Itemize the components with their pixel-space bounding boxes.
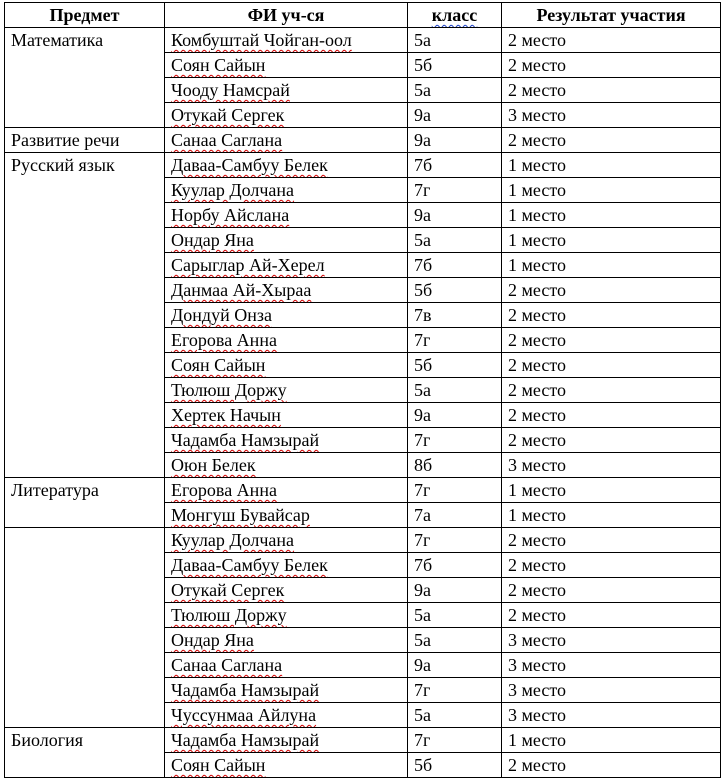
class-cell: 7г	[408, 528, 502, 553]
student-name: Ондар Яна	[171, 630, 254, 650]
student-name: Чадамба Намзырай	[171, 430, 320, 450]
class-cell: 8б	[408, 453, 502, 478]
result-cell: 2 место	[502, 128, 721, 153]
class-cell: 5а	[408, 603, 502, 628]
student-name: Данмаа Ай-Хыраа	[171, 280, 312, 300]
student-name-cell	[165, 78, 408, 103]
header-row	[5, 3, 721, 28]
result-cell: 1 место	[502, 478, 721, 503]
table-body	[5, 28, 721, 778]
result-cell: 1 место	[502, 728, 721, 753]
result-cell: 3 место	[502, 678, 721, 703]
class-cell: 7г	[408, 728, 502, 753]
result-cell: 2 место	[502, 28, 721, 53]
student-name-cell	[165, 353, 408, 378]
student-name: Отукай Сергек	[171, 105, 285, 125]
student-name-cell	[165, 178, 408, 203]
student-name: Соян Сайын	[171, 55, 266, 75]
class-cell: 9а	[408, 403, 502, 428]
student-name: Егорова Анна	[171, 480, 277, 500]
table-row	[5, 728, 721, 753]
table-row	[5, 153, 721, 178]
result-cell: 2 место	[502, 303, 721, 328]
subject-cell: Биология	[5, 728, 165, 778]
student-name: Чооду Намсрай	[171, 80, 290, 100]
student-name: Соян Сайын	[171, 755, 266, 775]
student-name: Куулар Долчана	[171, 180, 295, 200]
student-name: Чуссунмаа Айлуна	[171, 705, 317, 725]
student-name: Отукай Сергек	[171, 580, 285, 600]
class-cell: 5б	[408, 753, 502, 778]
student-name: Соян Сайын	[171, 355, 266, 375]
student-name: Оюн Белек	[171, 455, 256, 475]
class-cell: 5а	[408, 628, 502, 653]
student-name: Тюлюш Доржу	[171, 380, 287, 400]
student-name: Комбуштай Чойган-оол	[171, 30, 352, 50]
class-cell: 5б	[408, 278, 502, 303]
student-name-cell	[165, 678, 408, 703]
student-name-cell	[165, 453, 408, 478]
result-cell: 2 место	[502, 353, 721, 378]
result-cell: 2 место	[502, 403, 721, 428]
header-student: ФИ уч-ся	[165, 3, 408, 28]
student-name-cell	[165, 53, 408, 78]
table-row	[5, 528, 721, 553]
result-cell: 1 место	[502, 153, 721, 178]
result-cell: 2 место	[502, 603, 721, 628]
result-cell: 1 место	[502, 203, 721, 228]
class-cell: 9а	[408, 203, 502, 228]
student-name-cell	[165, 528, 408, 553]
class-cell: 9а	[408, 128, 502, 153]
student-name-cell	[165, 478, 408, 503]
student-name: Тюлюш Доржу	[171, 605, 287, 625]
header-subject: Предмет	[5, 3, 165, 28]
student-name-cell	[165, 753, 408, 778]
student-name-cell	[165, 128, 408, 153]
class-cell: 7б	[408, 553, 502, 578]
result-cell: 3 место	[502, 103, 721, 128]
student-name: Куулар Долчана	[171, 530, 295, 550]
result-cell: 1 место	[502, 253, 721, 278]
student-name: Сарыглар Ай-Херел	[171, 255, 325, 275]
student-name: Чадамба Намзырай	[171, 730, 320, 750]
class-cell: 5а	[408, 228, 502, 253]
subject-cell: Русский язык	[5, 153, 165, 478]
student-name: Даваа-Самбуу Белек	[171, 155, 328, 175]
table-row	[5, 128, 721, 153]
student-name-cell	[165, 328, 408, 353]
student-name-cell	[165, 153, 408, 178]
class-cell: 7б	[408, 253, 502, 278]
table-row	[5, 28, 721, 53]
result-cell: 3 место	[502, 653, 721, 678]
result-cell: 1 место	[502, 228, 721, 253]
subject-cell: Развитие речи	[5, 128, 165, 153]
student-name: Монгуш Бувайсар	[171, 505, 310, 525]
student-name-cell	[165, 278, 408, 303]
result-cell: 3 место	[502, 703, 721, 728]
result-cell: 2 место	[502, 328, 721, 353]
result-cell: 2 место	[502, 578, 721, 603]
subject-cell: Математика	[5, 28, 165, 128]
student-name-cell	[165, 303, 408, 328]
student-name: Норбу Айслана	[171, 205, 290, 225]
subject-cell	[5, 528, 165, 728]
class-cell: 7г	[408, 678, 502, 703]
table-header	[5, 3, 721, 28]
student-name-cell	[165, 703, 408, 728]
student-name-cell	[165, 403, 408, 428]
result-cell: 2 место	[502, 78, 721, 103]
class-cell: 7г	[408, 478, 502, 503]
student-name-cell	[165, 653, 408, 678]
results-table	[4, 2, 721, 778]
result-cell: 2 место	[502, 753, 721, 778]
class-cell: 7г	[408, 178, 502, 203]
class-cell: 5а	[408, 378, 502, 403]
result-cell: 3 место	[502, 628, 721, 653]
result-cell: 3 место	[502, 453, 721, 478]
header-result: Результат участия	[502, 3, 721, 28]
student-name-cell	[165, 503, 408, 528]
class-cell: 5б	[408, 53, 502, 78]
student-name-cell	[165, 603, 408, 628]
student-name: Чадамба Намзырай	[171, 680, 320, 700]
student-name: Даваа-Самбуу Белек	[171, 555, 328, 575]
class-cell: 7г	[408, 428, 502, 453]
student-name-cell	[165, 28, 408, 53]
class-cell: 9а	[408, 653, 502, 678]
class-cell: 5а	[408, 28, 502, 53]
student-name-cell	[165, 428, 408, 453]
result-cell: 2 место	[502, 528, 721, 553]
result-cell: 2 место	[502, 378, 721, 403]
result-cell: 2 место	[502, 428, 721, 453]
student-name-cell	[165, 578, 408, 603]
result-cell: 1 место	[502, 503, 721, 528]
student-name: Санаа Саглана	[171, 655, 283, 675]
student-name-cell	[165, 628, 408, 653]
student-name-cell	[165, 228, 408, 253]
student-name-cell	[165, 728, 408, 753]
student-name: Хертек Начын	[171, 405, 281, 425]
student-name-cell	[165, 553, 408, 578]
student-name-cell	[165, 378, 408, 403]
class-cell: 5а	[408, 703, 502, 728]
table-row	[5, 478, 721, 503]
subject-cell: Литература	[5, 478, 165, 528]
student-name-cell	[165, 203, 408, 228]
result-cell: 2 место	[502, 553, 721, 578]
class-cell: 5б	[408, 353, 502, 378]
result-cell: 2 место	[502, 53, 721, 78]
student-name-cell	[165, 253, 408, 278]
result-cell: 1 место	[502, 178, 721, 203]
class-cell: 9а	[408, 578, 502, 603]
result-cell: 2 место	[502, 278, 721, 303]
header-class-label: класс	[431, 5, 478, 25]
class-cell: 7а	[408, 503, 502, 528]
student-name: Егорова Анна	[171, 330, 277, 350]
student-name: Ондар Яна	[171, 230, 254, 250]
student-name: Дондуй Онза	[171, 305, 272, 325]
class-cell: 7в	[408, 303, 502, 328]
class-cell: 7г	[408, 328, 502, 353]
header-class	[408, 3, 502, 28]
class-cell: 9а	[408, 103, 502, 128]
student-name: Санаа Саглана	[171, 130, 283, 150]
student-name-cell	[165, 103, 408, 128]
class-cell: 7б	[408, 153, 502, 178]
class-cell: 5а	[408, 78, 502, 103]
